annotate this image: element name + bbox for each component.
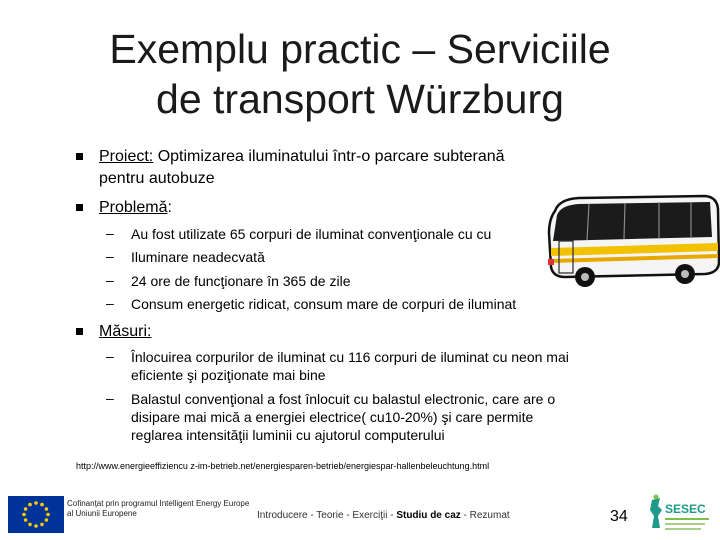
problem-item: Iluminare neadecvată bbox=[131, 249, 265, 265]
bullet-square-icon bbox=[76, 328, 83, 335]
section-navigation bbox=[257, 510, 510, 521]
bullet-square-icon bbox=[76, 153, 83, 160]
cofinance-note bbox=[67, 499, 249, 519]
cofinance-line-1: Cofinanţat prin programul Intelligent Energy Europe bbox=[67, 499, 250, 508]
bus-icon bbox=[545, 193, 720, 293]
measure-item-1 bbox=[131, 348, 569, 384]
measure-line: reglarea intensităţii luminii cu ajutorul computerului bbox=[131, 427, 445, 443]
page-number: 34 bbox=[610, 508, 628, 525]
nav-post: - Rezumat bbox=[460, 510, 510, 521]
measure-line: disipare mai mică a energiei electrice( cu10-20%) şi care permite bbox=[131, 409, 534, 425]
measure-line: Înlocuirea corpurilor de iluminat cu 116 corpuri de iluminat cu neon mai bbox=[131, 349, 569, 365]
project-text-1: Optimizarea iluminatului într-o parcare subterană bbox=[153, 148, 505, 165]
bullet-square-icon bbox=[76, 204, 83, 211]
slide-title bbox=[40, 24, 680, 124]
measure-line: eficiente şi poziţionate mai bine bbox=[131, 367, 326, 383]
dash-marker: – bbox=[106, 272, 114, 288]
problem-item: 24 ore de funcţionare în 365 de zile bbox=[131, 273, 351, 289]
dash-marker: – bbox=[106, 390, 114, 406]
measure-line: Balastul convenţional a fost înlocuit cu balastul electronic, care are o bbox=[131, 391, 556, 407]
project-text-2: pentru autobuze bbox=[99, 170, 215, 187]
measures-label: Măsuri: bbox=[99, 323, 152, 340]
title-line-2: de transport Würzburg bbox=[156, 76, 564, 122]
sesec-logo-text: SESEC bbox=[665, 502, 706, 516]
nav-pre: Introducere - Teorie - Exerciţii - bbox=[257, 510, 397, 521]
eu-flag-icon bbox=[8, 496, 64, 533]
problem-item: Consum energetic ridicat, consum mare de corpuri de iluminat bbox=[131, 296, 517, 312]
sesec-logo-icon bbox=[644, 494, 716, 538]
dash-marker: – bbox=[106, 225, 114, 241]
dash-marker: – bbox=[106, 295, 114, 311]
problem-bullet bbox=[99, 198, 172, 218]
project-label: Proiect: bbox=[99, 148, 154, 165]
cofinance-line-2: al Uniunii Europene bbox=[67, 509, 137, 518]
problem-label: Problemă bbox=[99, 199, 168, 216]
nav-current: Studiu de caz bbox=[396, 510, 461, 521]
dash-marker: – bbox=[106, 248, 114, 264]
measure-item-2 bbox=[131, 390, 555, 444]
problem-item: Au fost utilizate 65 corpuri de iluminat convenţionale cu cu bbox=[131, 226, 492, 242]
problem-colon: : bbox=[167, 199, 172, 216]
measures-bullet bbox=[99, 322, 151, 342]
dash-marker: – bbox=[106, 348, 114, 364]
project-bullet bbox=[99, 147, 505, 167]
title-line-1: Exemplu practic – Serviciile bbox=[109, 26, 611, 72]
source-link[interactable]: http://www.energieeffiziencu z-im-betrieb.net/energiesparen-betrieb/energiespar-hallenbeleuchtung.html bbox=[76, 461, 490, 471]
